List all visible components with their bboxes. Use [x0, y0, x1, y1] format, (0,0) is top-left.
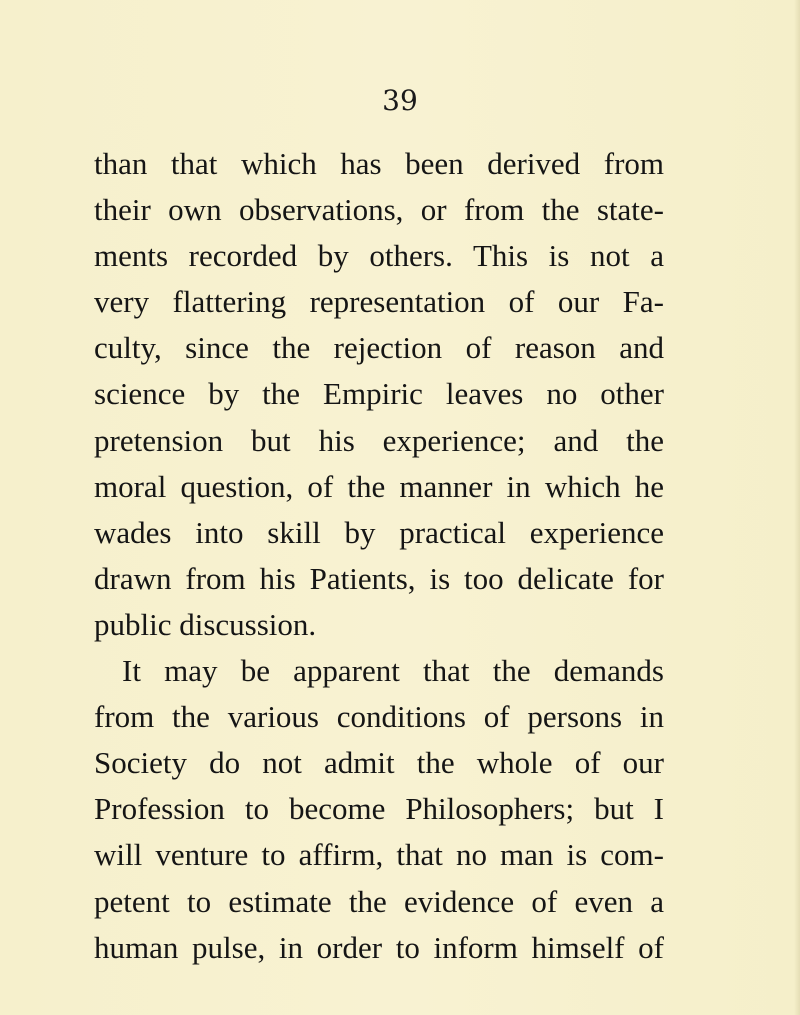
text-line: will venture to affirm, that no man is com-: [94, 837, 664, 873]
text-line: ments recorded by others. This is not a: [94, 238, 664, 274]
page-number: 39: [382, 84, 418, 117]
text-line: petent to estimate the evidence of even a: [94, 883, 664, 919]
text-line: science by the Empiric leaves no other: [94, 376, 664, 412]
paragraph-start-line: It may be apparent that the demands: [122, 653, 664, 689]
body-text: [94, 141, 664, 971]
text-line: Society do not admit the whole of our: [94, 745, 664, 781]
text-line: moral question, of the manner in which he: [94, 468, 664, 504]
paragraph-end-line: public discussion.: [94, 606, 317, 642]
text-line: from the various conditions of persons in: [94, 699, 664, 735]
text-line: culty, since the rejection of reason and: [94, 330, 664, 366]
text-line: pretension but his experience; and the: [94, 422, 664, 458]
text-line: very flattering representation of our Fa-: [94, 284, 664, 320]
text-line: drawn from his Patients, is too delicate for: [94, 560, 664, 596]
text-line: their own observations, or from the state-: [94, 192, 664, 228]
text-line: wades into skill by practical experience: [94, 514, 664, 550]
text-line: than that which has been derived from: [94, 146, 664, 181]
text-line: Profession to become Philosophers; but I: [94, 791, 664, 827]
text-line: human pulse, in order to inform himself of: [94, 929, 664, 965]
